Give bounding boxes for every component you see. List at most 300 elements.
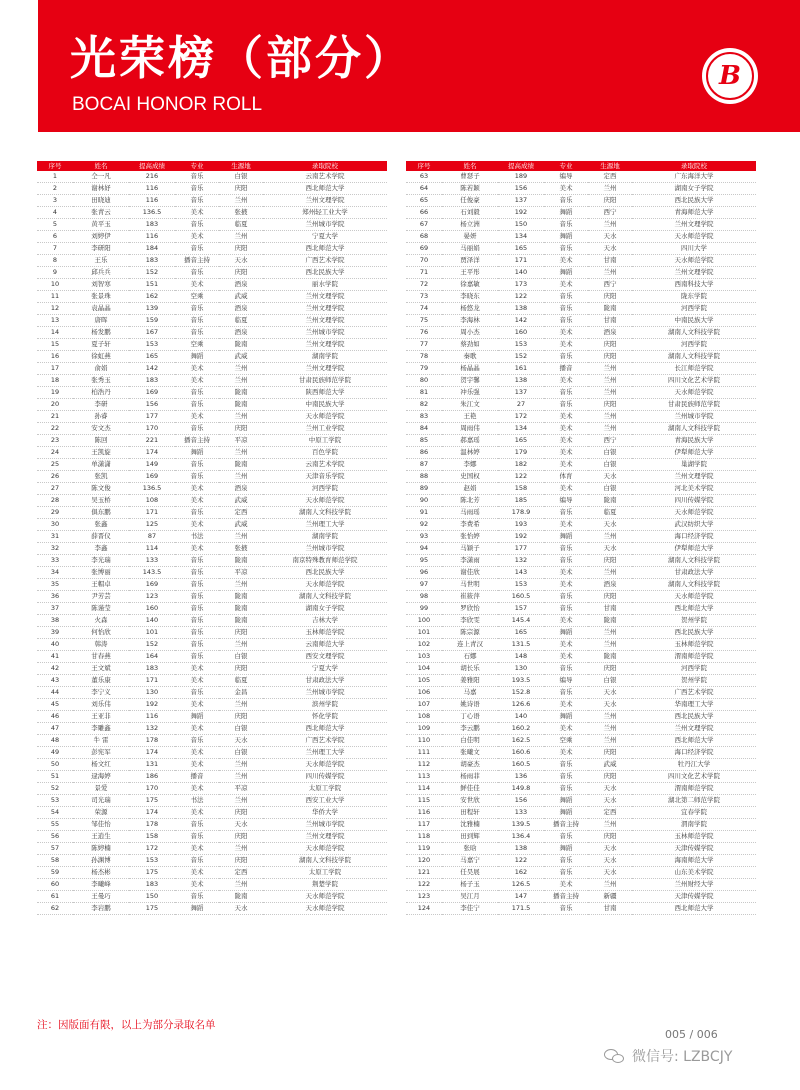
table-row — [406, 243, 756, 255]
cell-college: 西北师范大学 — [632, 603, 756, 615]
cell-name: 朱江文 — [442, 399, 498, 411]
cell-college: 天水师范学院 — [263, 891, 387, 903]
cell-origin: 白银 — [219, 171, 263, 183]
cell-index: 106 — [406, 687, 442, 699]
table-row — [37, 411, 387, 423]
table-row — [406, 291, 756, 303]
cell-score: 175 — [129, 867, 175, 879]
cell-college: 天水师范学院 — [263, 903, 387, 915]
cell-college: 甘肃民族师范学院 — [263, 375, 387, 387]
cell-origin: 酒泉 — [219, 303, 263, 315]
cell-college: 天水师范学院 — [263, 579, 387, 591]
cell-major: 美术 — [544, 639, 588, 651]
cell-name: 田到辉 — [442, 831, 498, 843]
cell-index: 62 — [37, 903, 73, 915]
table-row — [37, 771, 387, 783]
cell-origin: 天水 — [219, 735, 263, 747]
cell-index: 28 — [37, 495, 73, 507]
cell-college: 西南科技大学 — [632, 279, 756, 291]
cell-index: 73 — [406, 291, 442, 303]
cell-index: 47 — [37, 723, 73, 735]
cell-name: 彭宪军 — [73, 747, 129, 759]
cell-index: 33 — [37, 555, 73, 567]
cell-index: 9 — [37, 267, 73, 279]
cell-major: 音乐 — [175, 603, 219, 615]
honor-table-right — [406, 161, 756, 915]
cell-college: 西北师范大学 — [263, 723, 387, 735]
cell-college: 中南民族大学 — [632, 315, 756, 327]
cell-name: 王逍生 — [73, 831, 129, 843]
cell-origin: 兰州 — [219, 447, 263, 459]
cell-name: 冲乐强 — [442, 387, 498, 399]
cell-origin: 酒泉 — [588, 579, 632, 591]
cell-score: 87 — [129, 531, 175, 543]
cell-college: 荆楚学院 — [263, 879, 387, 891]
cell-origin: 酒泉 — [588, 327, 632, 339]
table-row — [37, 303, 387, 315]
cell-index: 71 — [406, 267, 442, 279]
cell-score: 158 — [129, 831, 175, 843]
cell-college: 西北师范大学 — [632, 903, 756, 915]
cell-index: 113 — [406, 771, 442, 783]
table-row — [37, 447, 387, 459]
table-row — [406, 339, 756, 351]
cell-origin: 兰州 — [588, 267, 632, 279]
cell-index: 115 — [406, 795, 442, 807]
table-row — [37, 291, 387, 303]
cell-college: 牡丹江大学 — [632, 759, 756, 771]
table-row — [37, 555, 387, 567]
cell-college: 湖南人文科技学院 — [632, 351, 756, 363]
cell-college: 宁夏大学 — [263, 663, 387, 675]
cell-score: 221 — [129, 435, 175, 447]
cell-score: 165 — [498, 627, 544, 639]
cell-score: 160.6 — [498, 747, 544, 759]
wechat-watermark — [604, 1046, 732, 1066]
cell-major: 舞蹈 — [175, 351, 219, 363]
cell-college: 天水师范学院 — [263, 759, 387, 771]
cell-origin: 兰州 — [219, 771, 263, 783]
cell-score: 193.5 — [498, 675, 544, 687]
cell-score: 183 — [129, 879, 175, 891]
cell-college: 天水师范学院 — [263, 495, 387, 507]
cell-origin: 兰州 — [588, 879, 632, 891]
cell-name: 杨子玉 — [442, 879, 498, 891]
cell-college: 渭南学院 — [632, 819, 756, 831]
cell-major: 美术 — [544, 255, 588, 267]
cell-score: 153 — [129, 855, 175, 867]
table-row — [406, 231, 756, 243]
cell-score: 136.5 — [129, 207, 175, 219]
table-row — [406, 363, 756, 375]
cell-score: 170 — [129, 423, 175, 435]
cell-major: 美术 — [175, 747, 219, 759]
cell-name: 王乐 — [73, 255, 129, 267]
cell-origin: 兰州 — [588, 387, 632, 399]
cell-major: 音乐 — [175, 195, 219, 207]
cell-major: 音乐 — [544, 315, 588, 327]
table-row — [406, 591, 756, 603]
cell-major: 音乐 — [175, 399, 219, 411]
table-row — [37, 459, 387, 471]
cell-name: 杨立洲 — [442, 219, 498, 231]
table-row — [37, 651, 387, 663]
cell-origin: 兰州 — [588, 735, 632, 747]
cell-major: 音乐 — [175, 579, 219, 591]
cell-college: 太原工学院 — [263, 867, 387, 879]
cell-name: 陈宗源 — [442, 627, 498, 639]
cell-origin: 定西 — [588, 807, 632, 819]
cell-score: 185 — [498, 495, 544, 507]
cell-origin: 陇南 — [219, 591, 263, 603]
cell-score: 116 — [129, 231, 175, 243]
cell-name: 曹瑟子 — [442, 171, 498, 183]
cell-score: 122 — [498, 471, 544, 483]
cell-origin: 兰州 — [219, 795, 263, 807]
cell-score: 133 — [129, 555, 175, 567]
page-title: 光荣榜（部分） — [70, 31, 413, 85]
cell-origin: 酒泉 — [219, 279, 263, 291]
cell-major: 音乐 — [175, 243, 219, 255]
cell-college: 河西学院 — [632, 303, 756, 315]
cell-score: 150 — [498, 219, 544, 231]
cell-major: 舞蹈 — [544, 711, 588, 723]
cell-name: 甘春燕 — [73, 651, 129, 663]
cell-origin: 陇南 — [219, 399, 263, 411]
cell-score: 156 — [498, 183, 544, 195]
cell-major: 体育 — [544, 471, 588, 483]
cell-college: 湖南人文科技学院 — [632, 579, 756, 591]
cell-name: 张晗 — [442, 843, 498, 855]
cell-origin: 西宁 — [588, 279, 632, 291]
cell-major: 音乐 — [544, 663, 588, 675]
cell-name: 谢林妤 — [73, 183, 129, 195]
cell-score: 164 — [129, 651, 175, 663]
cell-index: 15 — [37, 339, 73, 351]
cell-college: 青海民族大学 — [632, 435, 756, 447]
cell-major: 美术 — [175, 363, 219, 375]
cell-origin: 庆阳 — [588, 399, 632, 411]
table-row — [37, 231, 387, 243]
cell-name: 李娜 — [442, 459, 498, 471]
cell-score: 152 — [129, 639, 175, 651]
cell-major: 书法 — [175, 795, 219, 807]
cell-index: 123 — [406, 891, 442, 903]
cell-index: 83 — [406, 411, 442, 423]
cell-major: 音乐 — [544, 831, 588, 843]
cell-score: 183 — [129, 255, 175, 267]
cell-name: 火森 — [73, 615, 129, 627]
cell-origin: 甘南 — [588, 603, 632, 615]
table-row — [406, 603, 756, 615]
cell-score: 158 — [498, 483, 544, 495]
cell-score: 108 — [129, 495, 175, 507]
table-row — [37, 699, 387, 711]
cell-major: 美术 — [175, 843, 219, 855]
cell-origin: 兰州 — [588, 711, 632, 723]
cell-score: 152 — [129, 267, 175, 279]
cell-score: 169 — [129, 471, 175, 483]
cell-name: 谢佳欣 — [442, 567, 498, 579]
cell-major: 音乐 — [175, 267, 219, 279]
cell-major: 美术 — [544, 615, 588, 627]
cell-major: 美术 — [544, 567, 588, 579]
cell-college: 玉林师范学院 — [632, 639, 756, 651]
table-row — [37, 639, 387, 651]
cell-college: 南京特殊教育师范学院 — [263, 555, 387, 567]
cell-name: 胡长乐 — [442, 663, 498, 675]
cell-index: 84 — [406, 423, 442, 435]
cell-index: 122 — [406, 879, 442, 891]
cell-origin: 庆阳 — [588, 663, 632, 675]
table-row — [37, 603, 387, 615]
cell-origin: 陇南 — [219, 891, 263, 903]
table-row — [406, 579, 756, 591]
page-subtitle: BOCAI HONOR ROLL — [72, 94, 263, 115]
cell-score: 175 — [129, 903, 175, 915]
cell-name: 刘婷伊 — [73, 231, 129, 243]
cell-index: 12 — [37, 303, 73, 315]
cell-college: 天水师范学院 — [632, 591, 756, 603]
cell-score: 160.5 — [498, 759, 544, 771]
cell-college: 西北师范大学 — [632, 735, 756, 747]
cell-score: 157 — [498, 603, 544, 615]
table-row — [406, 267, 756, 279]
cell-score: 126.5 — [498, 879, 544, 891]
cell-college: 宜春学院 — [632, 807, 756, 819]
cell-index: 74 — [406, 303, 442, 315]
cell-index: 75 — [406, 315, 442, 327]
table-row — [406, 483, 756, 495]
cell-college: 华侨大学 — [263, 807, 387, 819]
cell-origin: 庆阳 — [588, 339, 632, 351]
cell-major: 音乐 — [544, 387, 588, 399]
cell-score: 134 — [498, 423, 544, 435]
cell-index: 92 — [406, 519, 442, 531]
cell-index: 7 — [37, 243, 73, 255]
cell-name: 田程轩 — [442, 807, 498, 819]
table-row — [406, 531, 756, 543]
cell-college: 湖南学院 — [263, 531, 387, 543]
cell-major: 美术 — [544, 411, 588, 423]
cell-major: 美术 — [544, 183, 588, 195]
cell-name: 赵娟 — [442, 483, 498, 495]
cell-major: 播音 — [544, 363, 588, 375]
cell-name: 马雨瑶 — [442, 507, 498, 519]
cell-major: 音乐 — [544, 351, 588, 363]
table-row — [37, 387, 387, 399]
cell-college: 兰州文理学院 — [263, 363, 387, 375]
cell-college: 甘肃政法大学 — [632, 567, 756, 579]
cell-index: 78 — [406, 351, 442, 363]
cell-major: 美术 — [175, 411, 219, 423]
cell-college: 玉林师范学院 — [263, 627, 387, 639]
cell-major: 美术 — [175, 519, 219, 531]
cell-major: 音乐 — [175, 831, 219, 843]
cell-index: 50 — [37, 759, 73, 771]
cell-major: 音乐 — [544, 759, 588, 771]
cell-index: 108 — [406, 711, 442, 723]
cell-origin: 天水 — [219, 255, 263, 267]
cell-major: 空乘 — [175, 339, 219, 351]
cell-score: 184 — [129, 243, 175, 255]
cell-name: 姜雅阳 — [442, 675, 498, 687]
cell-origin: 天水 — [219, 819, 263, 831]
cell-origin: 庆阳 — [219, 627, 263, 639]
cell-college: 河西学院 — [632, 339, 756, 351]
cell-name: 杨雨菲 — [442, 771, 498, 783]
cell-college: 天津传媒学院 — [632, 891, 756, 903]
cell-score: 142 — [129, 363, 175, 375]
cell-index: 60 — [37, 879, 73, 891]
cell-college: 甘肃民族师范学院 — [632, 399, 756, 411]
table-row — [37, 279, 387, 291]
cell-index: 86 — [406, 447, 442, 459]
cell-origin: 酒泉 — [219, 483, 263, 495]
cell-name: 李潇雨 — [442, 555, 498, 567]
cell-origin: 庆阳 — [219, 183, 263, 195]
cell-college: 湖南人文科技学院 — [632, 423, 756, 435]
cell-index: 41 — [37, 651, 73, 663]
table-row — [406, 411, 756, 423]
cell-major: 音乐 — [175, 315, 219, 327]
cell-origin: 白银 — [588, 675, 632, 687]
cell-name: 尹芳芸 — [73, 591, 129, 603]
table-row — [406, 627, 756, 639]
cell-index: 18 — [37, 375, 73, 387]
table-row — [406, 843, 756, 855]
cell-origin: 白银 — [588, 459, 632, 471]
table-row — [37, 759, 387, 771]
cell-origin: 兰州 — [588, 567, 632, 579]
cell-score: 133 — [498, 807, 544, 819]
cell-college: 百色学院 — [263, 447, 387, 459]
col-header-index: 序号 — [37, 161, 73, 171]
cell-college: 天水师范学院 — [632, 387, 756, 399]
cell-origin: 陇南 — [588, 303, 632, 315]
cell-origin: 庆阳 — [219, 243, 263, 255]
cell-major: 音乐 — [175, 423, 219, 435]
cell-college: 渭南师范学院 — [632, 651, 756, 663]
cell-name: 荣源 — [73, 807, 129, 819]
cell-major: 音乐 — [544, 399, 588, 411]
cell-college: 湖南学院 — [263, 351, 387, 363]
cell-name: 张凯 — [73, 471, 129, 483]
table-row — [406, 255, 756, 267]
table-row — [37, 831, 387, 843]
cell-score: 183 — [129, 219, 175, 231]
cell-origin: 兰州 — [588, 531, 632, 543]
cell-score: 170 — [129, 783, 175, 795]
cell-college: 河西学院 — [632, 663, 756, 675]
cell-index: 89 — [406, 483, 442, 495]
cell-name: 马嘉 — [442, 687, 498, 699]
cell-major: 舞蹈 — [544, 807, 588, 819]
cell-name: 徐嘉敏 — [442, 279, 498, 291]
table-row — [406, 891, 756, 903]
cell-college: 兰州文理学院 — [632, 723, 756, 735]
cell-college: 兰州城市学院 — [263, 219, 387, 231]
cell-index: 31 — [37, 531, 73, 543]
table-row — [37, 495, 387, 507]
cell-origin: 平凉 — [219, 435, 263, 447]
cell-score: 136 — [498, 771, 544, 783]
cell-index: 53 — [37, 795, 73, 807]
cell-origin: 定西 — [588, 171, 632, 183]
cell-score: 101 — [129, 627, 175, 639]
cell-index: 24 — [37, 447, 73, 459]
cell-college: 怀化学院 — [263, 711, 387, 723]
cell-index: 120 — [406, 855, 442, 867]
cell-college: 四川文化艺术学院 — [632, 375, 756, 387]
cell-major: 美术 — [175, 375, 219, 387]
table-row — [37, 783, 387, 795]
table-row — [406, 819, 756, 831]
cell-score: 122 — [498, 291, 544, 303]
table-row — [37, 219, 387, 231]
cell-college: 西北民族大学 — [632, 627, 756, 639]
cell-major: 美术 — [175, 723, 219, 735]
cell-origin: 天水 — [588, 519, 632, 531]
cell-major: 美术 — [175, 231, 219, 243]
cell-index: 98 — [406, 591, 442, 603]
cell-score: 171.5 — [498, 903, 544, 915]
table-row — [37, 351, 387, 363]
cell-score: 178 — [129, 735, 175, 747]
cell-major: 美术 — [544, 375, 588, 387]
cell-index: 95 — [406, 555, 442, 567]
cell-major: 美术 — [175, 879, 219, 891]
cell-major: 播音主持 — [544, 819, 588, 831]
cell-score: 27 — [498, 399, 544, 411]
table-row — [406, 651, 756, 663]
cell-name: 张博丽 — [73, 567, 129, 579]
cell-college: 太原工学院 — [263, 783, 387, 795]
table-row — [37, 843, 387, 855]
cell-origin: 天水 — [588, 783, 632, 795]
cell-name: 连上青汉 — [442, 639, 498, 651]
table-row — [406, 459, 756, 471]
cell-index: 5 — [37, 219, 73, 231]
cell-college: 郑州轻工业大学 — [263, 207, 387, 219]
table-row — [406, 699, 756, 711]
table-row — [37, 207, 387, 219]
cell-index: 118 — [406, 831, 442, 843]
cell-name: 杨文红 — [73, 759, 129, 771]
cell-college: 渭南师范学院 — [632, 783, 756, 795]
cell-origin: 甘南 — [588, 255, 632, 267]
cell-major: 美术 — [175, 867, 219, 879]
col-header-origin: 生源地 — [219, 161, 263, 171]
cell-origin: 天水 — [588, 867, 632, 879]
cell-major: 音乐 — [175, 507, 219, 519]
table-row — [37, 687, 387, 699]
cell-origin: 武威 — [588, 759, 632, 771]
cell-major: 美术 — [544, 447, 588, 459]
col-header-name: 姓名 — [73, 161, 129, 171]
cell-college: 四川传媒学院 — [632, 495, 756, 507]
cell-major: 美术 — [544, 435, 588, 447]
cell-name: 刘智寒 — [73, 279, 129, 291]
cell-major: 音乐 — [175, 639, 219, 651]
cell-major: 音乐 — [175, 219, 219, 231]
cell-origin: 兰州 — [219, 843, 263, 855]
cell-major: 美术 — [175, 543, 219, 555]
cell-score: 162 — [498, 867, 544, 879]
cell-name: 李晓东 — [442, 291, 498, 303]
cell-index: 4 — [37, 207, 73, 219]
cell-origin: 兰州 — [219, 879, 263, 891]
